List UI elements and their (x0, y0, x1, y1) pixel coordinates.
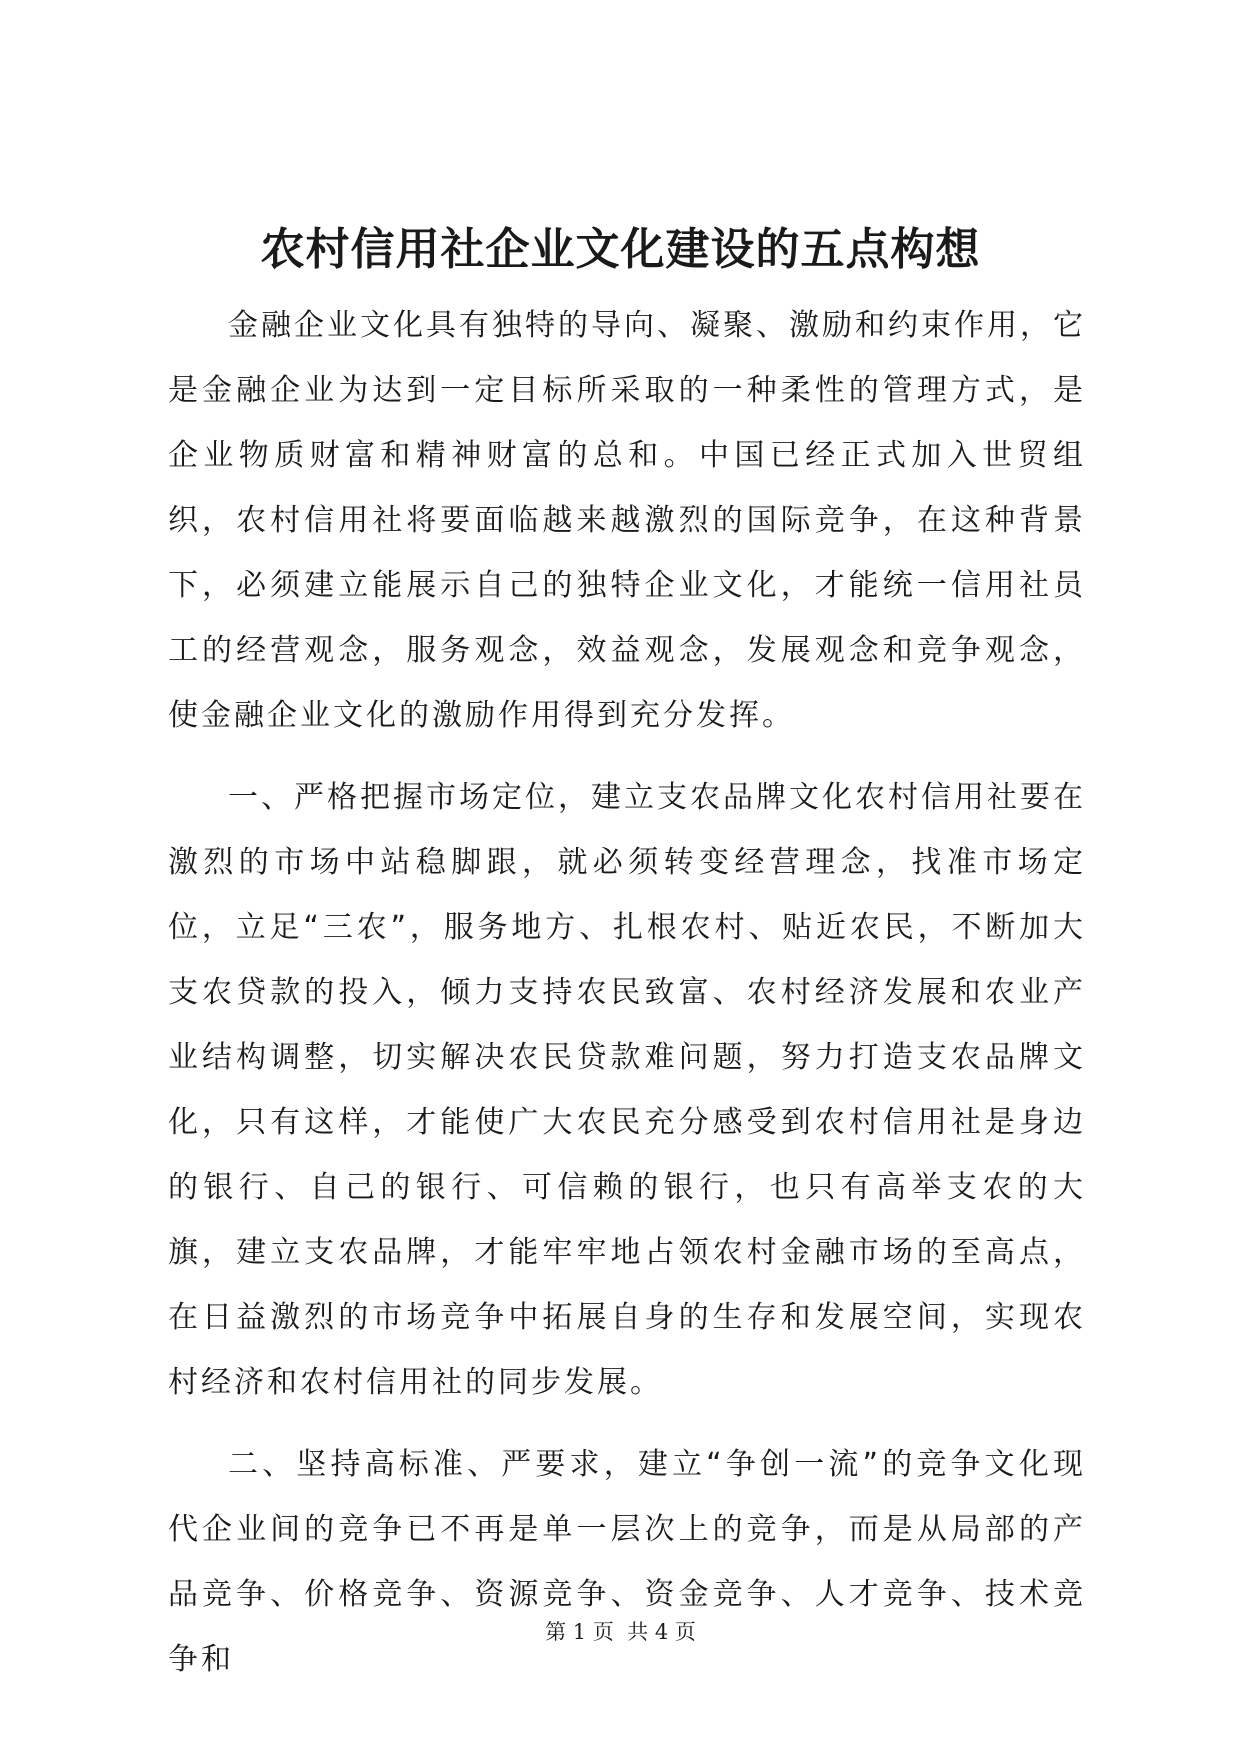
document-title: 农村信用社企业文化建设的五点构想 (260, 224, 981, 275)
paragraph-section-1: 一、严格把握市场定位，建立支农品牌文化农村信用社要在激烈的市场中站稳脚跟，就必须转变经营理念，找准市场定位，立足“三农”，服务地方、扎根农村、贴近农民，不断加大支农贷款的投入，倾力支持农民致富、农村经济发展和农业产业结构调整，切实解决农民贷款难问题，努力打造支农品牌文化，只有这样，才能使广大农民充分感受到农村信用社是身边的银行、自己的银行、可信赖的银行，也只有高举支农的大旗，建立支农品牌，才能牢牢地占领农村金融市场的至高点，在日益激烈的市场竞争中拓展自身的生存和发展空间，实现农村经济和农村信用社的同步发展。 (168, 780, 1086, 1400)
document-body (168, 293, 1086, 1709)
page-footer (0, 1617, 1241, 1647)
paragraph-section-2: 二、坚持高标准、严要求，建立“争创一流”的竞争文化现代企业间的竞争已不再是单一层次上的竞争，而是从局部的产品竞争、价格竞争、资源竞争、资金竞争、人才竞争、技术竞争和 (168, 1447, 1086, 1677)
page-number: 第 1 页 共 4 页 (545, 1620, 696, 1644)
paragraph-intro: 金融企业文化具有独特的导向、凝聚、激励和约束作用，它是金融企业为达到一定目标所采取的一种柔性的管理方式，是企业物质财富和精神财富的总和。中国已经正式加入世贸组织，农村信用社将要面临越来越激烈的国际竞争，在这种背景下，必须建立能展示自己的独特企业文化，才能统一信用社员工的经营观念，服务观念，效益观念，发展观念和竞争观念，使金融企业文化的激励作用得到充分发挥。 (168, 308, 1086, 733)
